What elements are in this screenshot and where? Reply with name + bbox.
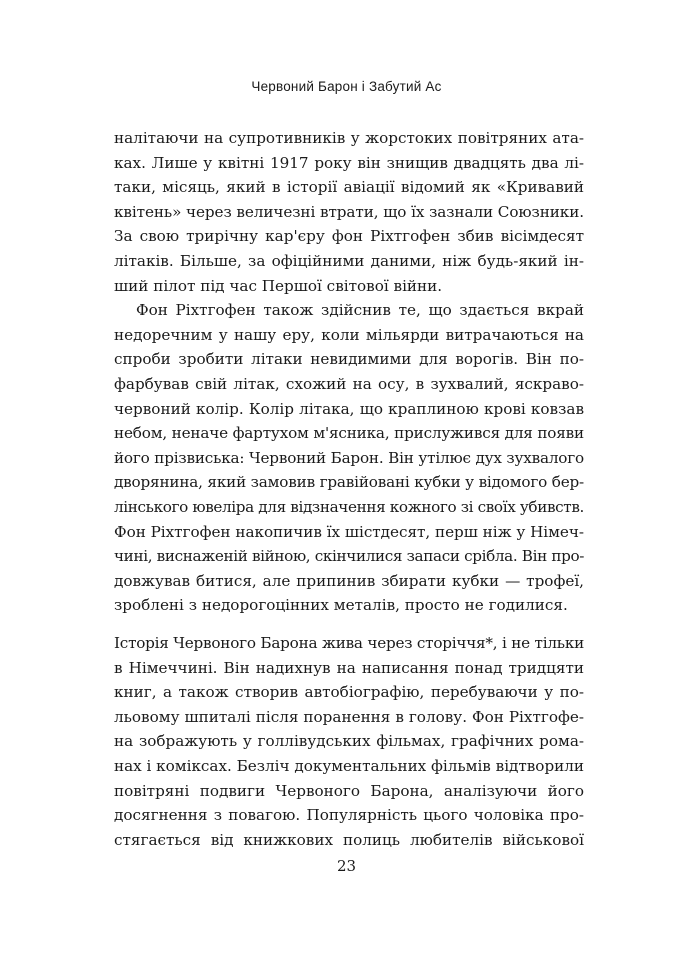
text-line: лінського ювеліра для відзначення кожного зі своїх убивств.	[114, 497, 584, 516]
text-line: літаків. Більше, за офіційними даними, ніж будь-який ін-	[114, 251, 584, 270]
text-line: Історія Червоного Барона жива через сторіччя*, і не тільки	[114, 634, 584, 652]
text-line: ках. Лише у квітні 1917 року він знищив двадцять два лі-	[114, 153, 584, 172]
text-line: в Німеччині. Він надихнув на написання понад тридцяти	[114, 658, 584, 677]
text-line: небом, неначе фартухом м'ясника, прислужився для появи	[114, 424, 584, 443]
running-head: Червоний Барон і Забутий Ас	[251, 79, 442, 94]
text-line: червоний колір. Колір літака, що краплиною крові ковзав	[114, 399, 584, 418]
text-line: Фон Ріхтгофен накопичив їх шістдесят, перш ніж у Німеч-	[114, 522, 584, 541]
text-block-section	[114, 631, 584, 852]
text-line: його прізвиська: Червоний Барон. Він утілює дух зухвалого	[114, 448, 584, 467]
text-line: ший пілот під час Першої світової війни.	[114, 276, 443, 295]
text-block-main	[114, 126, 584, 618]
text-line: За свою трирічну кар'єру фон Ріхтгофен збив вісімдесят	[114, 227, 584, 246]
text-line: налітаючи на супротивників у жорстоких повітряних ата-	[114, 129, 584, 147]
text-line: Фон Ріхтгофен також здійснив те, що здається вкрай	[136, 301, 584, 320]
text-line: досягнення з повагою. Популярність цього чоловіка про-	[114, 806, 584, 825]
text-line: зроблені з недорогоцінних металів, просто не годилися.	[114, 596, 568, 615]
text-line: фарбував свій літак, схожий на осу, в зухвалий, яскраво-	[114, 374, 584, 393]
text-line: недоречним у нашу еру, коли мільярди витрачаються на	[114, 325, 584, 344]
text-line: на зображують у голлівудських фільмах, графічних рома-	[114, 732, 584, 751]
page-number: 23	[336, 857, 357, 875]
text-line: книг, а також створив автобіографію, перебуваючи у по-	[114, 683, 584, 702]
text-line: таки, місяць, який в історії авіації відомий як «Кривавий	[114, 178, 584, 197]
text-line: стягається від книжкових полиць любителів військової	[114, 830, 584, 849]
text-line: повітряні подвиги Червоного Барона, аналізуючи його	[114, 781, 584, 800]
text-line: нах і коміксах. Безліч документальних фільмів відтворили	[114, 756, 585, 775]
text-line: чині, виснаженій війною, скінчилися запаси срібла. Він про-	[114, 547, 585, 566]
text-line: льовому шпиталі після поранення в голову. Фон Ріхтгофе-	[114, 707, 584, 726]
text-line: спроби зробити літаки невидимими для ворогів. Він по-	[114, 350, 584, 369]
text-line: квітень» через величезні втрати, що їх зазнали Союзники.	[114, 202, 584, 221]
text-line: довжував битися, але припинив збирати кубки — трофеї,	[114, 571, 584, 590]
text-line: дворянина, який замовив гравійовані кубки у відомого бер-	[114, 473, 584, 492]
